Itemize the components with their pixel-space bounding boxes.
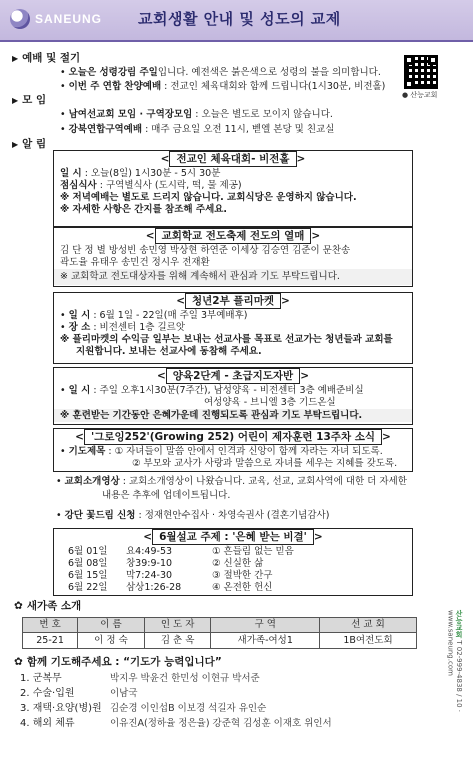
sermon-ref: 요4:49-53 <box>126 546 173 558</box>
sermon-list <box>54 546 412 594</box>
triangle-bullet-icon: ▶ <box>12 53 19 63</box>
sermon-date: 6월 15일 <box>68 569 108 581</box>
sermon-title: < 6월설교 주제 : '은혜 받는 비결' > <box>143 531 323 543</box>
flea-note-2: 지원합니다. 보내는 선교사에 동참해 주세요. <box>76 345 262 357</box>
evangelism-names-2: 곽도율 유태우 송민건 정시우 전재환 <box>60 257 210 268</box>
intro-video-line-2: 내용은 추후에 업데이트됩니다. <box>102 490 231 501</box>
sermon-row <box>54 546 412 558</box>
prayer-names: 김순경 이인섭B 이보경 석길자 유인순 <box>110 703 267 714</box>
training-note: ※ 훈련받는 기간동안 은혜가운데 진행되도록 관심과 기도 부탁드립니다. <box>54 409 412 422</box>
sports-row-time: 일 시 : 오늘(8일) 1시30분 - 5시 30분 <box>60 168 221 180</box>
worship-line-1: • 오늘은 성령강림 주일입니다. 예전색은 붉은색으로 성령의 불을 의미합니다. <box>60 67 381 78</box>
prayer-label: 1. 군복무 <box>20 673 62 684</box>
flea-row-time: • 일 시 : 6월 1일 - 22일(매 주일 3부예배후) <box>60 310 248 322</box>
col-name: 이 름 <box>78 618 145 633</box>
sermon-topic: ① 흔들림 없는 믿음 <box>212 546 294 558</box>
qr-label: ● 산능교회 <box>402 91 438 99</box>
leader-training-box <box>53 367 413 425</box>
meeting-line-1: • 남여선교회 모임 · 구역장모임 : 오늘은 별도로 모이지 않습니다. <box>60 109 333 120</box>
sermon-ref: 삼상1:26-28 <box>126 581 182 593</box>
notice-heading: ▶ 알 림 <box>12 138 47 150</box>
flea-market-box <box>53 292 413 364</box>
header-banner <box>0 0 473 42</box>
sermon-ref: 막7:24-30 <box>126 569 173 581</box>
prayer-names: 이유진A(정하율 정은율) 강준혁 김성훈 이재호 위인서 <box>110 718 332 729</box>
sermon-row <box>54 582 412 594</box>
growing-title: < '그로잉252'(Growing 252) 어린이 제자훈련 13주차 소식 > <box>75 431 391 443</box>
church-logo <box>10 9 102 29</box>
page-title: 교회생활 안내 및 성도의 교제 <box>138 10 341 28</box>
sports-title: < 전교인 체육대회- 비전홀 > <box>160 153 306 165</box>
sermon-row <box>54 570 412 582</box>
growing-prayer-1: • 기도제목 : ① 자녀들이 말씀 안에서 인격과 신앙이 함께 자라는 자녀 되도록. <box>60 446 383 458</box>
evangelism-box <box>53 227 413 287</box>
hands-icon: ✿ <box>14 656 23 668</box>
logo-text: SANEUNG <box>35 11 103 26</box>
prayer-label: 2. 수술·입원 <box>20 688 75 699</box>
evangelism-names-1: 김 단 정 별 방성빈 송민영 박상현 하연준 이세상 김승연 김준이 문찬송 <box>60 245 351 257</box>
prayer-label: 4. 해외 체류 <box>20 718 75 729</box>
worship-line-2: • 이번 주 연합 찬양예배 : 전교인 체육대회와 함께 드립니다(1시30분, 비전홀) <box>60 81 386 92</box>
evangelism-title: < 교회학교 전도축제 전도의 열매 > <box>145 230 321 242</box>
evangelism-note: ※ 교회학교 전도대상자를 위해 계속해서 관심과 기도 부탁드립니다. <box>54 269 412 285</box>
col-mission: 선 교 회 <box>320 618 417 633</box>
training-title: < 양육2단계 - 초급지도자반 > <box>156 370 310 382</box>
sermon-date: 6월 01일 <box>68 546 108 558</box>
triangle-bullet-icon: ▶ <box>12 95 19 105</box>
flower-line: • 강단 꽃드림 신청 : 정재현안수집사 · 차영숙권사 (결혼기념감사) <box>56 510 330 521</box>
meeting-heading: ▶ 모 임 <box>12 94 47 106</box>
sports-note-2: ※ 자세한 사항은 간지를 참조해 주세요. <box>60 203 228 215</box>
sports-day-box <box>53 150 413 227</box>
new-family-table <box>22 617 417 649</box>
sermon-date: 6월 22일 <box>68 581 108 593</box>
flea-note-1: ※ 플리마켓의 수익금 일부는 보내는 선교사를 목표로 선교가는 청년들과 교회를 <box>60 333 393 345</box>
col-number: 번 호 <box>23 618 78 633</box>
training-row-time: • 일 시 : 주일 오후1시30분(7주간), 남성양육 - 비전센터 3층 예배준비실 <box>60 385 364 397</box>
growing-prayer-2: ② 부모와 교사가 사랑과 말씀으로 자녀를 세우는 지혜를 갖도록. <box>132 458 398 469</box>
sermon-date: 6월 08일 <box>68 558 108 569</box>
training-row-time-2: 여성양육 - 브니엘 3층 기드온실 <box>204 397 336 408</box>
flea-row-place: • 장 소 : 비전센터 1층 길르앗 <box>60 322 186 333</box>
worship-heading: ▶ 예배 및 절기 <box>12 52 81 64</box>
new-family-heading: ✿ 새가족 소개 <box>14 600 82 612</box>
sermon-row <box>54 558 412 570</box>
col-district: 구 역 <box>211 618 320 633</box>
person-icon: ✿ <box>14 600 23 612</box>
sermon-topic: ④ 온전한 헌신 <box>212 581 273 593</box>
prayer-names: 이남국 <box>110 688 138 699</box>
side-contact: 산능교회 T 02-999-4838 / 10 · www.saneung.com <box>446 610 463 713</box>
qr-code-icon[interactable] <box>404 55 438 89</box>
sports-row-meal: 점심식사 : 구역별식사 (도시락, 떡, 물 제공) <box>60 180 242 191</box>
sports-note-1: ※ 저녁예배는 별도로 드리지 않습니다. 교회식당은 운영하지 않습니다. <box>60 191 357 203</box>
intro-video-line: • 교회소개영상 : 교회소개영상이 나왔습니다. 교육, 선교, 교회사역에 대한 더 자세한 <box>56 476 407 487</box>
table-row: 25-21 이 정 숙 김 춘 옥 새가족-여성1 1B여전도회 <box>23 633 417 649</box>
prayer-names: 박지우 박윤건 한민성 이현규 박서준 <box>110 673 260 684</box>
sermon-ref: 창39:9-10 <box>126 558 173 569</box>
triangle-bullet-icon: ▶ <box>12 139 19 149</box>
flea-title: < 청년2부 플리마켓 > <box>176 295 290 307</box>
prayer-heading: ✿ 함께 기도해주세요 : “기도가 능력입니다” <box>14 656 222 668</box>
sermon-topic: ② 신실한 삶 <box>212 558 264 569</box>
sermon-topic: ③ 절박한 간구 <box>212 569 273 581</box>
meeting-line-2: • 강북연합구역예배 : 매주 금요일 오전 11시, 벧엘 본당 및 친교실 <box>60 124 335 135</box>
logo-icon <box>10 9 30 29</box>
sermon-box <box>53 528 413 596</box>
prayer-label: 3. 재택·요양(병)원 <box>20 703 102 714</box>
col-guide: 인 도 자 <box>144 618 211 633</box>
growing-box <box>53 428 413 472</box>
